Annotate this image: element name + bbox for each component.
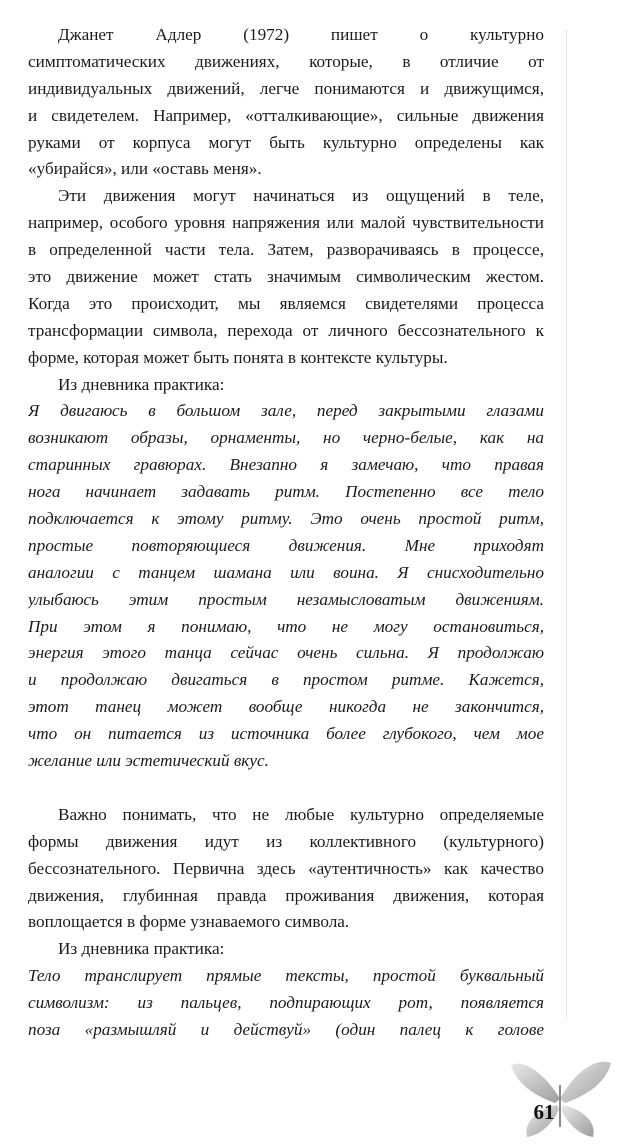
text-line: простые повторяющиеся движения. Мне приходят bbox=[28, 535, 544, 555]
page-body bbox=[28, 22, 544, 1044]
text-line: подключается к этому ритму. Это очень простой ритм, bbox=[28, 509, 544, 529]
text-line: При этом я понимаю, что не могу остановиться, bbox=[28, 616, 544, 636]
paragraph-gap bbox=[28, 775, 544, 802]
text-line: энергия этого танца сейчас очень сильна. Я продолжаю bbox=[28, 643, 544, 663]
section-label bbox=[28, 936, 544, 963]
diary-quote bbox=[28, 963, 544, 1044]
text-line: улыбаюсь этим простым незамысловатым движениям. bbox=[28, 589, 544, 609]
section-label bbox=[28, 372, 544, 399]
text-line: этот танец может вообще никогда не закончится, bbox=[28, 697, 544, 717]
text-line: например, особого уровня напряжения или малой чувствительности bbox=[28, 213, 544, 233]
text-line: руками от корпуса могут быть культурно определены как bbox=[28, 132, 544, 152]
text-line: аналогии с танцем шамана или воина. Я снисходительно bbox=[28, 562, 544, 582]
text-line: в определенной части тела. Затем, разворачиваясь в процессе, bbox=[28, 240, 544, 260]
text-line: и продолжаю двигаться в простом ритме. Кажется, bbox=[28, 670, 544, 690]
text-line: нога начинает задавать ритм. Постепенно все тело bbox=[28, 482, 544, 502]
text-line: воплощается в форме узнаваемого символа. bbox=[28, 912, 350, 932]
text-line: форме, которая может быть понята в контексте культуры. bbox=[28, 347, 448, 367]
text-line: и свидетелем. Например, «отталкивающие», сильные движения bbox=[28, 105, 544, 125]
text-line: Из дневника практика: bbox=[58, 939, 225, 959]
text-line: Важно понимать, что не любые культурно определяемые bbox=[58, 804, 544, 824]
text-line: Эти движения могут начинаться из ощущений в теле, bbox=[58, 186, 544, 206]
text-line: символизм: из пальцев, подпирающих рот, появляется bbox=[28, 993, 544, 1013]
text-line: Когда это происходит, мы являемся свидетелями процесса bbox=[28, 293, 544, 313]
text-line: Я двигаюсь в большом зале, перед закрытыми глазами bbox=[28, 401, 544, 421]
text-line: это движение может стать значимым символическим жестом. bbox=[28, 267, 544, 287]
text-line: возникают образы, орнаменты, но черно-белые, как на bbox=[28, 428, 544, 448]
diary-quote bbox=[28, 398, 544, 774]
paragraph bbox=[28, 802, 544, 936]
text-line: желание или эстетический вкус. bbox=[28, 751, 269, 771]
paragraph bbox=[28, 183, 544, 371]
text-line: формы движения идут из коллективного (культурного) bbox=[28, 831, 544, 851]
text-line: бессознательного. Первична здесь «аутентичность» как качество bbox=[28, 858, 544, 878]
text-line: симптоматических движениях, которые, в отличие от bbox=[28, 51, 544, 71]
text-line: поза «размышляй и действуй» (один палец к голове bbox=[28, 1019, 544, 1039]
text-line: старинных гравюрах. Внезапно я замечаю, что правая bbox=[28, 455, 544, 475]
page-number: 61 bbox=[533, 1100, 555, 1124]
text-line: что он питается из источника более глубокого, чем мое bbox=[28, 724, 544, 744]
text-line: Тело транслирует прямые тексты, простой буквальный bbox=[28, 966, 544, 986]
butterfly-icon bbox=[505, 1055, 615, 1140]
text-line: трансформации символа, перехода от личного бессознательного к bbox=[28, 320, 544, 340]
margin-divider bbox=[566, 30, 567, 1020]
text-line: индивидуальных движений, легче понимаются и движущимся, bbox=[28, 78, 544, 98]
paragraph bbox=[28, 22, 544, 183]
text-line: «убирайся», или «оставь меня». bbox=[28, 159, 262, 179]
text-line: Из дневника практика: bbox=[58, 374, 225, 394]
text-line: Джанет Адлер (1972) пишет о культурно bbox=[58, 25, 544, 44]
text-line: движения, глубинная правда проживания движения, которая bbox=[28, 885, 544, 905]
